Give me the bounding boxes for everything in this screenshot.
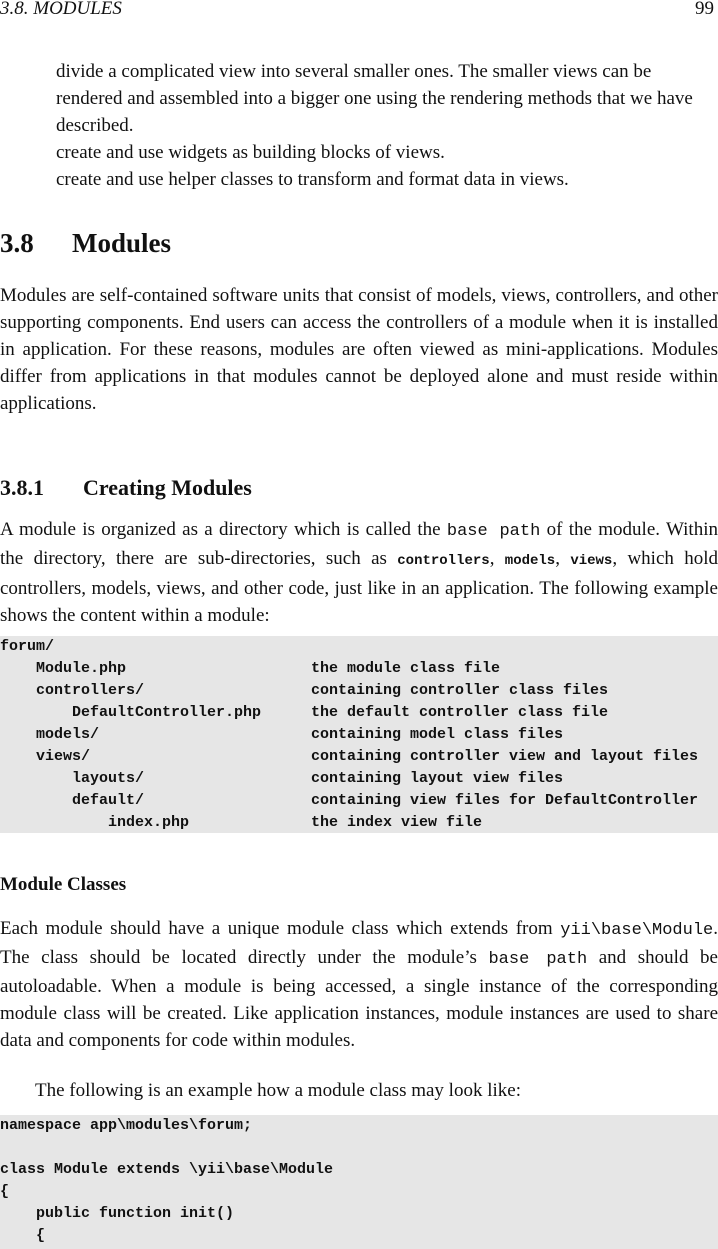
code-line: class Module extends \yii\base\Module xyxy=(0,1161,334,1178)
inline-code-controllers: controllers xyxy=(397,553,490,569)
listing-row xyxy=(0,702,609,724)
subsection-number: 3.8.1 xyxy=(0,475,44,500)
listing-path: views/ xyxy=(0,748,91,765)
intro-paragraph: Modules are self-contained software units that consist of models, views, controllers, and other supporting components. End users can access the controllers of a module when it is installed in application. For these reasons, modules are often viewed as mini-applications. Modules differ from applications in that modules cannot be deployed alone and must reside within applications. xyxy=(0,285,718,414)
listing-row xyxy=(0,768,564,790)
listing-path: default/ xyxy=(0,792,145,809)
subsection-heading xyxy=(0,475,252,501)
listing-row xyxy=(0,812,483,834)
subsection-title: Creating Modules xyxy=(83,475,252,500)
listing-path: index.php xyxy=(0,814,190,831)
listing-path: Module.php xyxy=(0,660,127,677)
bullet-list xyxy=(56,58,718,193)
text-run: , xyxy=(489,548,505,569)
listing-row xyxy=(0,658,501,680)
listing-row xyxy=(0,724,564,746)
text-run: Each module should have a unique module class which extends from xyxy=(0,918,561,939)
creating-modules-paragraph xyxy=(0,516,718,629)
listing-description: containing layout view files xyxy=(311,770,564,787)
text-run: of the module. Within the directory, there are sub-directories, such as xyxy=(0,519,718,569)
directory-listing-code-block xyxy=(0,636,718,833)
listing-description: containing controller view and layout files xyxy=(311,748,699,765)
module-classes-paragraph xyxy=(0,915,718,1054)
listing-path: forum/ xyxy=(0,638,55,655)
listing-path: controllers/ xyxy=(0,682,145,699)
text-run: . The class should be located directly under the module’s xyxy=(0,918,718,968)
code-line: namespace app\modules\forum; xyxy=(0,1117,253,1134)
listing-row xyxy=(0,680,609,702)
module-class-code-block xyxy=(0,1115,718,1249)
text-run: , xyxy=(555,548,571,569)
listing-description: containing model class files xyxy=(311,726,564,743)
code-line: { xyxy=(0,1183,10,1200)
page-number: 99 xyxy=(695,0,714,19)
listing-path: layouts/ xyxy=(0,770,145,787)
listing-row xyxy=(0,746,699,768)
module-classes-heading: Module Classes xyxy=(0,874,127,895)
listing-row xyxy=(0,790,699,812)
example-intro-paragraph: The following is an example how a module class may look like: xyxy=(35,1080,521,1101)
listing-description: containing view files for DefaultController xyxy=(311,792,699,809)
text-run: , which hold controllers, models, views, and other code, just like in an application. The following example shows the content within a module: xyxy=(0,548,718,626)
header-section: 3.8. MODULES xyxy=(0,0,122,19)
listing-path: models/ xyxy=(0,726,100,743)
inline-code-module-class: yii\base\Module xyxy=(560,921,714,940)
inline-code-base-path: base path xyxy=(446,522,541,541)
listing-description: containing controller class files xyxy=(311,682,609,699)
list-item: create and use widgets as building blocks of views. xyxy=(56,142,445,163)
listing-path: DefaultController.php xyxy=(0,704,262,721)
inline-code-views: views xyxy=(570,553,613,569)
section-number: 3.8 xyxy=(0,228,34,258)
listing-description: the default controller class file xyxy=(311,704,609,721)
listing-description: the module class file xyxy=(311,660,501,677)
list-item: divide a complicated view into several smaller ones. The smaller views can be rendered and assembled into a bigger one using the rendering methods that we have described. xyxy=(56,61,693,136)
inline-code-models: models xyxy=(504,553,556,569)
text-run: A module is organized as a directory which is called the xyxy=(0,519,447,540)
text-run: and should be autoloadable. When a module is being accessed, a single instance of the corresponding module class will be created. Like application instances, module instances are used to share data and components for code within modules. xyxy=(0,947,718,1051)
listing-description: the index view file xyxy=(311,814,483,831)
code-line: { xyxy=(0,1227,46,1244)
inline-code-base-path: base path xyxy=(488,950,588,969)
running-header xyxy=(0,0,718,22)
section-title: Modules xyxy=(72,228,172,258)
section-heading xyxy=(0,228,171,259)
code-line: public function init() xyxy=(0,1205,235,1222)
listing-row xyxy=(0,636,54,658)
list-item: create and use helper classes to transform and format data in views. xyxy=(56,169,569,190)
